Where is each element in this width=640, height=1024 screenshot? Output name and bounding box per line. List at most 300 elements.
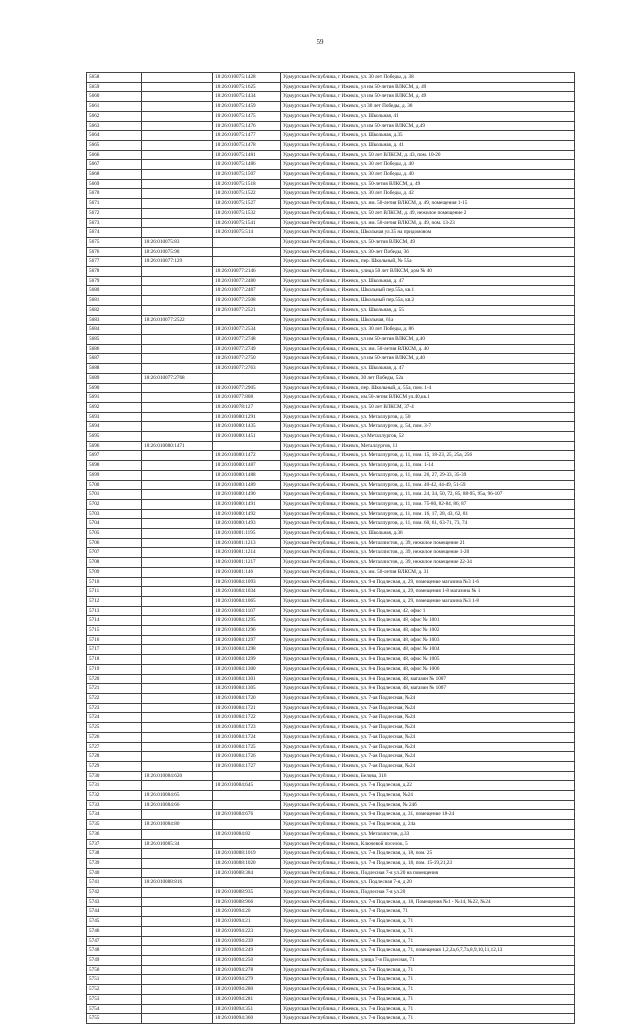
land-cadastral-number-cell	[142, 354, 213, 364]
address-cell: Удмуртская Республика, г Ижевск, ул. 7-я Подлесная, № 24б	[281, 800, 575, 810]
registry-table	[86, 72, 575, 1024]
address-cell: Удмуртская Республика, г Ижевск, Школьная ул.35 на придомовом	[281, 228, 575, 238]
row-number-cell: 5658	[87, 73, 142, 83]
table-row	[87, 985, 575, 995]
row-number-cell: 5725	[87, 723, 142, 733]
table-row	[87, 791, 575, 801]
address-cell: Удмуртская Республика, г Ижевск, ул. им. 50-летия ВЛКСМ, д. 40	[281, 344, 575, 354]
address-cell: Удмуртская Республика, г Ижевск, ул. 7-я Подлесная, д. 71	[281, 1014, 575, 1024]
address-cell: Удмуртская Республика, г Ижевск, ул. 50 лет ВЛКСМ, д. 49, нежилое помещение 2	[281, 208, 575, 218]
table-row	[87, 975, 575, 985]
row-number-cell: 5753	[87, 994, 142, 1004]
row-number-cell: 5692	[87, 402, 142, 412]
building-cadastral-number-cell: 18:26:010094:223	[213, 926, 281, 936]
row-number-cell: 5675	[87, 237, 142, 247]
land-cadastral-number-cell	[142, 558, 213, 568]
land-cadastral-number-cell	[142, 170, 213, 180]
address-cell: Удмуртская Республика, г Ижевск, ул. 7-ая Подлесная, №24	[281, 723, 575, 733]
building-cadastral-number-cell: 18:26:010075:1541	[213, 218, 281, 228]
address-cell: Удмуртская Республика, г Ижевск, ул. 8-я Подлесная, 48, магазин № 1007	[281, 674, 575, 684]
land-cadastral-number-cell	[142, 121, 213, 131]
address-cell: Удмуртская Республика, г Ижевск, Школьный пер.55а, кв.1	[281, 286, 575, 296]
land-cadastral-number-cell	[142, 519, 213, 529]
row-number-cell: 5681	[87, 296, 142, 306]
address-cell: Удмуртская Республика, г Ижевск, ул. Металлургов, д. 11, пом. 75-80, 82-84, 86, 87	[281, 499, 575, 509]
table-row	[87, 208, 575, 218]
table-row	[87, 587, 575, 597]
building-cadastral-number-cell: 18:26:010075:1486	[213, 160, 281, 170]
building-cadastral-number-cell: 18:26:010088:384	[213, 868, 281, 878]
land-cadastral-number-cell	[142, 684, 213, 694]
address-cell: Удмуртская Республика, г Ижевск, ул. Металлистов, д. 39, нежилое помещение 1-20	[281, 548, 575, 558]
building-cadastral-number-cell: 18:26:010094:351	[213, 1004, 281, 1014]
building-cadastral-number-cell: 18:26:010094:21	[213, 917, 281, 927]
land-cadastral-number-cell	[142, 955, 213, 965]
building-cadastral-number-cell: 18:26:010080:1493	[213, 519, 281, 529]
address-cell: Удмуртская Республика, г Ижевск, ул. 50 лет ВЛКСМ, 37-4	[281, 402, 575, 412]
land-cadastral-number-cell	[142, 509, 213, 519]
land-cadastral-number-cell	[142, 694, 213, 704]
address-cell: Удмуртская Республика, г Ижевск, ул. 7-ая Подлесная, №24	[281, 694, 575, 704]
table-row	[87, 499, 575, 509]
row-number-cell: 5685	[87, 334, 142, 344]
building-cadastral-number-cell: 18:26:010077:2763	[213, 364, 281, 374]
land-cadastral-number-cell	[142, 334, 213, 344]
building-cadastral-number-cell: 18:26:010081:146	[213, 567, 281, 577]
row-number-cell: 5670	[87, 189, 142, 199]
land-cadastral-number-cell	[142, 946, 213, 956]
land-cadastral-number-cell	[142, 305, 213, 315]
land-cadastral-number-cell	[142, 344, 213, 354]
row-number-cell: 5717	[87, 645, 142, 655]
row-number-cell: 5671	[87, 199, 142, 209]
table-row	[87, 606, 575, 616]
address-cell: Удмуртская Республика, г Ижевск, ул. 7-я Подлесная, д.22	[281, 781, 575, 791]
land-cadastral-number-cell	[142, 761, 213, 771]
row-number-cell: 5684	[87, 325, 142, 335]
land-cadastral-number-cell	[142, 140, 213, 150]
address-cell: Удмуртская Республика, г Ижевск, ул. Металлургов, д. 11, пом. 1-14	[281, 461, 575, 471]
building-cadastral-number-cell: 18:26:010077:808	[213, 393, 281, 403]
land-cadastral-number-cell: 18:26:010075:83	[142, 237, 213, 247]
table-row	[87, 344, 575, 354]
building-cadastral-number-cell: 18:26:010075:1527	[213, 199, 281, 209]
address-cell: Удмуртская Республика, г Ижевск, ул. 7-я Подлесная, д. 71	[281, 917, 575, 927]
row-number-cell: 5755	[87, 1014, 142, 1024]
building-cadastral-number-cell: 18:26:010088:935	[213, 888, 281, 898]
row-number-cell: 5741	[87, 878, 142, 888]
land-cadastral-number-cell	[142, 131, 213, 141]
table-row	[87, 713, 575, 723]
table-row	[87, 189, 575, 199]
row-number-cell: 5745	[87, 917, 142, 927]
land-cadastral-number-cell	[142, 606, 213, 616]
address-cell: Удмуртская Республика, г Ижевск, ул. Школьная, д.35	[281, 131, 575, 141]
land-cadastral-number-cell	[142, 936, 213, 946]
table-row	[87, 810, 575, 820]
land-cadastral-number-cell	[142, 752, 213, 762]
address-cell: Удмуртская Республика, г Ижевск, Подлесная 7-я ул.20	[281, 888, 575, 898]
table-row	[87, 315, 575, 325]
row-number-cell: 5710	[87, 577, 142, 587]
row-number-cell: 5678	[87, 267, 142, 277]
land-cadastral-number-cell	[142, 888, 213, 898]
address-cell: Удмуртская Республика, г Ижевск, ул. Металлургов, д. 11, пом. 40-42, 44-49, 51-59	[281, 480, 575, 490]
address-cell: Удмуртская Республика, г Ижевск, ул. 7-я Подлесная, д. 71, помещения 1,2,2а,6,7,7а,8,9,10,11,12,13	[281, 946, 575, 956]
table-row	[87, 664, 575, 674]
building-cadastral-number-cell: 18:26:010084:1107	[213, 606, 281, 616]
building-cadastral-number-cell: 18:26:010080:1492	[213, 509, 281, 519]
address-cell: Удмуртская Республика, г Ижевск, ул. 7-я Подлесная, д. 18, Помещения №1 - №14, №22, №24	[281, 897, 575, 907]
building-cadastral-number-cell: 18:26:010084:1720	[213, 694, 281, 704]
table-row	[87, 771, 575, 781]
address-cell: Удмуртская Республика, г Ижевск, пер. Школьный, д. 55а, пом. 1-4	[281, 383, 575, 393]
building-cadastral-number-cell: 18:26:010075:1507	[213, 170, 281, 180]
land-cadastral-number-cell: 18:26:010085:34	[142, 839, 213, 849]
land-cadastral-number-cell	[142, 422, 213, 432]
address-cell: Удмуртская Республика, г Ижевск, улица 50 лет ВЛКСМ, дом № 40	[281, 267, 575, 277]
address-cell: Удмуртская Республика, г Ижевск, им.50-летия ВЛКСМ ул.40,кв.1	[281, 393, 575, 403]
building-cadastral-number-cell: 18:26:010084:1299	[213, 655, 281, 665]
building-cadastral-number-cell: 18:26:010077:2487	[213, 286, 281, 296]
land-cadastral-number-cell	[142, 199, 213, 209]
building-cadastral-number-cell: 18:26:010094:281	[213, 994, 281, 1004]
row-number-cell: 5695	[87, 432, 142, 442]
building-cadastral-number-cell	[213, 373, 281, 383]
table-row	[87, 218, 575, 228]
table-row	[87, 73, 575, 83]
row-number-cell: 5697	[87, 451, 142, 461]
table-row	[87, 626, 575, 636]
row-number-cell: 5711	[87, 587, 142, 597]
building-cadastral-number-cell: 18:26:010077:2480	[213, 276, 281, 286]
table-row	[87, 441, 575, 451]
address-cell: Удмуртская Республика, г Ижевск, ул. 8-я Подлесная, 42, офис 1	[281, 606, 575, 616]
table-row	[87, 150, 575, 160]
row-number-cell: 5679	[87, 276, 142, 286]
table-row	[87, 703, 575, 713]
address-cell: Удмуртская Республика, г Ижевск, ул им 50-летия ВЛКСМ, д.49	[281, 121, 575, 131]
address-cell: Удмуртская Республика, г Ижевск, ул им 50-летия ВЛКСМ, д. 49	[281, 82, 575, 92]
table-row	[87, 237, 575, 247]
table-row	[87, 955, 575, 965]
address-cell: Удмуртская Республика, г Ижевск, ул. Металлургов, д. 11, пом. 15, 18-23, 25, 25а, 256	[281, 451, 575, 461]
row-number-cell: 5716	[87, 635, 142, 645]
row-number-cell: 5742	[87, 888, 142, 898]
land-cadastral-number-cell: 18:26:010077:129	[142, 257, 213, 267]
table-row	[87, 470, 575, 480]
address-cell: Удмуртская Республика, г Ижевск, ул. 9-я Подлесная, д. 29, помещения 1-8 магазина № 1	[281, 587, 575, 597]
row-number-cell: 5721	[87, 684, 142, 694]
land-cadastral-number-cell	[142, 228, 213, 238]
table-row	[87, 878, 575, 888]
land-cadastral-number-cell	[142, 150, 213, 160]
table-row	[87, 121, 575, 131]
building-cadastral-number-cell: 18:26:010084:1305	[213, 684, 281, 694]
table-row	[87, 393, 575, 403]
row-number-cell: 5704	[87, 519, 142, 529]
table-row	[87, 140, 575, 150]
building-cadastral-number-cell: 18:26:010075:1475	[213, 111, 281, 121]
building-cadastral-number-cell: 18:26:010081:1214	[213, 548, 281, 558]
building-cadastral-number-cell: 18:26:010084:1297	[213, 635, 281, 645]
table-row	[87, 82, 575, 92]
address-cell: Удмуртская Республика, г Ижевск, ул. 7-я Подлесная, д. 71	[281, 975, 575, 985]
page-number: 59	[316, 38, 324, 46]
building-cadastral-number-cell: 18:26:010075:1434	[213, 92, 281, 102]
table-row	[87, 558, 575, 568]
land-cadastral-number-cell	[142, 858, 213, 868]
table-row	[87, 432, 575, 442]
row-number-cell: 5661	[87, 102, 142, 112]
address-cell: Удмуртская Республика, г Ижевск, ул. Школьная, д.36	[281, 529, 575, 539]
address-cell: Удмуртская Республика, г Ижевск, улица 7-я Подлесная, 71	[281, 955, 575, 965]
land-cadastral-number-cell	[142, 742, 213, 752]
row-number-cell: 5703	[87, 509, 142, 519]
address-cell: Удмуртская Республика, г Ижевск, ул. 30 лет Победы, д. 40	[281, 160, 575, 170]
row-number-cell: 5754	[87, 1004, 142, 1014]
address-cell: Удмуртская Республика, г Ижевск, ул. им. 50-летия ВЛКСМ, д. 49, помещения 1-15	[281, 199, 575, 209]
row-number-cell: 5701	[87, 490, 142, 500]
table-row	[87, 655, 575, 665]
address-cell: Удмуртская Республика, г Ижевск, Металлургов, 11	[281, 441, 575, 451]
address-cell: Удмуртская Республика, г Ижевск, ул. 7-я Подлесная, д. 71	[281, 926, 575, 936]
row-number-cell: 5663	[87, 121, 142, 131]
address-cell: Удмуртская Республика, г Ижевск, ул им 50-летия ВЛКСМ, д. 49	[281, 92, 575, 102]
row-number-cell: 5740	[87, 868, 142, 878]
land-cadastral-number-cell	[142, 286, 213, 296]
row-number-cell: 5722	[87, 694, 142, 704]
building-cadastral-number-cell: 18:26:010075:1522	[213, 189, 281, 199]
row-number-cell: 5659	[87, 82, 142, 92]
row-number-cell: 5693	[87, 412, 142, 422]
row-number-cell: 5738	[87, 849, 142, 859]
land-cadastral-number-cell	[142, 810, 213, 820]
address-cell: Удмуртская Республика, г Ижевск, ул. 7-ая Подлесная, №24	[281, 752, 575, 762]
table-row	[87, 364, 575, 374]
table-row	[87, 354, 575, 364]
row-number-cell: 5718	[87, 655, 142, 665]
row-number-cell: 5736	[87, 829, 142, 839]
land-cadastral-number-cell	[142, 325, 213, 335]
land-cadastral-number-cell	[142, 1004, 213, 1014]
address-cell: Удмуртская Республика, г Ижевск, ул. 30 лет Победы, д. 42	[281, 189, 575, 199]
table-row	[87, 858, 575, 868]
building-cadastral-number-cell: 18:26:010077:2748	[213, 334, 281, 344]
land-cadastral-number-cell	[142, 461, 213, 471]
building-cadastral-number-cell: 18:26:010077:2905	[213, 383, 281, 393]
land-cadastral-number-cell: 18:26:010075:98	[142, 247, 213, 257]
building-cadastral-number-cell	[213, 878, 281, 888]
table-row	[87, 868, 575, 878]
row-number-cell: 5719	[87, 664, 142, 674]
building-cadastral-number-cell: 18:26:010075:1518	[213, 179, 281, 189]
address-cell: Удмуртская Республика, г Ижевск, ул. 50 лет ВЛКСМ, д. 43, пом. 10-20	[281, 150, 575, 160]
row-number-cell: 5690	[87, 383, 142, 393]
building-cadastral-number-cell: 18:26:010084:676	[213, 810, 281, 820]
row-number-cell: 5677	[87, 257, 142, 267]
table-row	[87, 529, 575, 539]
row-number-cell: 5666	[87, 150, 142, 160]
table-row	[87, 742, 575, 752]
land-cadastral-number-cell	[142, 587, 213, 597]
land-cadastral-number-cell	[142, 189, 213, 199]
building-cadastral-number-cell: 18:26:010094:20	[213, 907, 281, 917]
table-row	[87, 936, 575, 946]
building-cadastral-number-cell: 18:26:010084:1301	[213, 674, 281, 684]
address-cell: Удмуртская Республика, г Ижевск, Школьный пер.55а, кв.2	[281, 296, 575, 306]
row-number-cell: 5714	[87, 616, 142, 626]
building-cadastral-number-cell: 18:26:010084:1722	[213, 713, 281, 723]
building-cadastral-number-cell: 18:26:010077:2750	[213, 354, 281, 364]
table-row	[87, 684, 575, 694]
address-cell: Удмуртская Республика, г Ижевск, ул. 8-я Подлесная, 48, офис № 1003	[281, 635, 575, 645]
table-row	[87, 1014, 575, 1024]
registry-table-body	[87, 73, 575, 1024]
land-cadastral-number-cell	[142, 267, 213, 277]
land-cadastral-number-cell	[142, 567, 213, 577]
building-cadastral-number-cell: 18:26:010075:1428	[213, 73, 281, 83]
address-cell: Удмуртская Республика, г Ижевск, ул. Школьная, д. 47	[281, 364, 575, 374]
address-cell: Удмуртская Республика, г Ижевск, ул. 7-я Подлесная, д. 71	[281, 985, 575, 995]
land-cadastral-number-cell	[142, 548, 213, 558]
address-cell: Удмуртская Республика, г Ижевск, ул. 30 лет Победы, д. 40	[281, 170, 575, 180]
row-number-cell: 5694	[87, 422, 142, 432]
row-number-cell: 5733	[87, 800, 142, 810]
row-number-cell: 5674	[87, 228, 142, 238]
land-cadastral-number-cell	[142, 432, 213, 442]
table-row	[87, 596, 575, 606]
building-cadastral-number-cell	[213, 820, 281, 830]
address-cell: Удмуртская Республика, г Ижевск, пер. Школьный, № 55а	[281, 257, 575, 267]
land-cadastral-number-cell: 18:26:010077:2522	[142, 315, 213, 325]
building-cadastral-number-cell: 18:26:010081:1217	[213, 558, 281, 568]
table-row	[87, 567, 575, 577]
land-cadastral-number-cell	[142, 907, 213, 917]
land-cadastral-number-cell	[142, 616, 213, 626]
table-row	[87, 461, 575, 471]
row-number-cell: 5673	[87, 218, 142, 228]
land-cadastral-number-cell	[142, 713, 213, 723]
table-row	[87, 305, 575, 315]
address-cell: Удмуртская Республика, г Ижевск, Школьная, 61а	[281, 315, 575, 325]
land-cadastral-number-cell	[142, 1014, 213, 1024]
land-cadastral-number-cell	[142, 868, 213, 878]
address-cell: Удмуртская Республика, г Ижевск, ул. Металлургов, д. 11, пом. 26, 27, 29-33, 35-39	[281, 470, 575, 480]
land-cadastral-number-cell	[142, 917, 213, 927]
land-cadastral-number-cell: 18:26:010084:65	[142, 791, 213, 801]
building-cadastral-number-cell: 18:26:010080:1489	[213, 480, 281, 490]
row-number-cell: 5700	[87, 480, 142, 490]
table-row	[87, 635, 575, 645]
table-row	[87, 334, 575, 344]
table-row	[87, 228, 575, 238]
building-cadastral-number-cell: 18:26:010081:1213	[213, 538, 281, 548]
building-cadastral-number-cell: 18:26:010084:1726	[213, 752, 281, 762]
row-number-cell: 5699	[87, 470, 142, 480]
land-cadastral-number-cell	[142, 102, 213, 112]
building-cadastral-number-cell: 18:26:010080:1435	[213, 422, 281, 432]
row-number-cell: 5752	[87, 985, 142, 995]
row-number-cell: 5669	[87, 179, 142, 189]
building-cadastral-number-cell: 18:26:010084:645	[213, 781, 281, 791]
table-row	[87, 179, 575, 189]
table-row	[87, 538, 575, 548]
table-row	[87, 286, 575, 296]
table-row	[87, 519, 575, 529]
land-cadastral-number-cell	[142, 655, 213, 665]
land-cadastral-number-cell	[142, 111, 213, 121]
building-cadastral-number-cell: 18:26:010080:1490	[213, 490, 281, 500]
address-cell: Удмуртская Республика, г Ижевск, ул. 7-я Подлесная, д. 18, пом. 25	[281, 849, 575, 859]
table-row	[87, 674, 575, 684]
table-row	[87, 509, 575, 519]
land-cadastral-number-cell	[142, 470, 213, 480]
row-number-cell: 5682	[87, 305, 142, 315]
row-number-cell: 5705	[87, 529, 142, 539]
building-cadastral-number-cell: 18:26:010084:1298	[213, 645, 281, 655]
address-cell: Удмуртская Республика, г Ижевск, Подлесная 7-я ул.20 на помещения	[281, 868, 575, 878]
row-number-cell: 5744	[87, 907, 142, 917]
table-row	[87, 752, 575, 762]
table-row	[87, 325, 575, 335]
building-cadastral-number-cell: 18:26:010077:2534	[213, 325, 281, 335]
row-number-cell: 5735	[87, 820, 142, 830]
address-cell: Удмуртская Республика, г Ижевск, ул им 50-летия ВЛКСМ, д.40	[281, 354, 575, 364]
row-number-cell: 5727	[87, 742, 142, 752]
row-number-cell: 5715	[87, 626, 142, 636]
row-number-cell: 5698	[87, 461, 142, 471]
row-number-cell: 5729	[87, 761, 142, 771]
building-cadastral-number-cell	[213, 315, 281, 325]
building-cadastral-number-cell: 18:26:010094:280	[213, 985, 281, 995]
table-row	[87, 257, 575, 267]
table-row	[87, 917, 575, 927]
building-cadastral-number-cell: 18:26:010094:279	[213, 975, 281, 985]
row-number-cell: 5664	[87, 131, 142, 141]
land-cadastral-number-cell: 18:26:010084:80	[142, 820, 213, 830]
table-row	[87, 926, 575, 936]
table-row	[87, 276, 575, 286]
building-cadastral-number-cell: 18:26:010084:1093	[213, 577, 281, 587]
address-cell: Удмуртская Республика, г Ижевск, ул. 8-я Подлесная, 48, офис № 1002	[281, 626, 575, 636]
row-number-cell: 5706	[87, 538, 142, 548]
address-cell: Удмуртская Республика, г Ижевск, ул. Металлургов, д. 11, пом. 16, 17, 28, 43, 62, 81	[281, 509, 575, 519]
land-cadastral-number-cell	[142, 451, 213, 461]
address-cell: Удмуртская Республика, г Ижевск, ул. Подлесная 7-я, д 20	[281, 878, 575, 888]
address-cell: Удмуртская Республика, г Ижевск, 30 лет Победы, 52а	[281, 373, 575, 383]
address-cell: Удмуртская Республика, г Ижевск, ул. 7-ая Подлесная, №24	[281, 732, 575, 742]
building-cadastral-number-cell: 18:26:010084:82	[213, 829, 281, 839]
address-cell: Удмуртская Республика, г Ижевск, ул. 8-я Подлесная, 48, офис № 1004	[281, 645, 575, 655]
building-cadastral-number-cell	[213, 771, 281, 781]
land-cadastral-number-cell	[142, 965, 213, 975]
address-cell: Удмуртская Республика, г Ижевск, ул. 50-летия ВЛКСМ, д. 49	[281, 179, 575, 189]
land-cadastral-number-cell	[142, 577, 213, 587]
land-cadastral-number-cell	[142, 596, 213, 606]
row-number-cell: 5702	[87, 499, 142, 509]
address-cell: Удмуртская Республика, г Ижевск, ул. Металлургов, д. 11, пом. 24, 34, 50, 72, 85, 88-95, 95а, 96-107	[281, 490, 575, 500]
address-cell: Удмуртская Республика, г Ижевск, ул. 7-я Подлесная, д. 24а	[281, 820, 575, 830]
row-number-cell: 5688	[87, 364, 142, 374]
table-row	[87, 888, 575, 898]
building-cadastral-number-cell: 18:26:010084:1724	[213, 732, 281, 742]
address-cell: Удмуртская Республика, г Ижевск, ул. 7-ая Подлесная, №24	[281, 761, 575, 771]
address-cell: Удмуртская Республика, г Ижевск, ул. 7-ая Подлесная, №24	[281, 713, 575, 723]
table-row	[87, 383, 575, 393]
address-cell: Удмуртская Республика, г Ижевск, ул. 9-я Подлесная, д. 31, помещение 18-24	[281, 810, 575, 820]
building-cadastral-number-cell: 18:26:010077:2508	[213, 296, 281, 306]
